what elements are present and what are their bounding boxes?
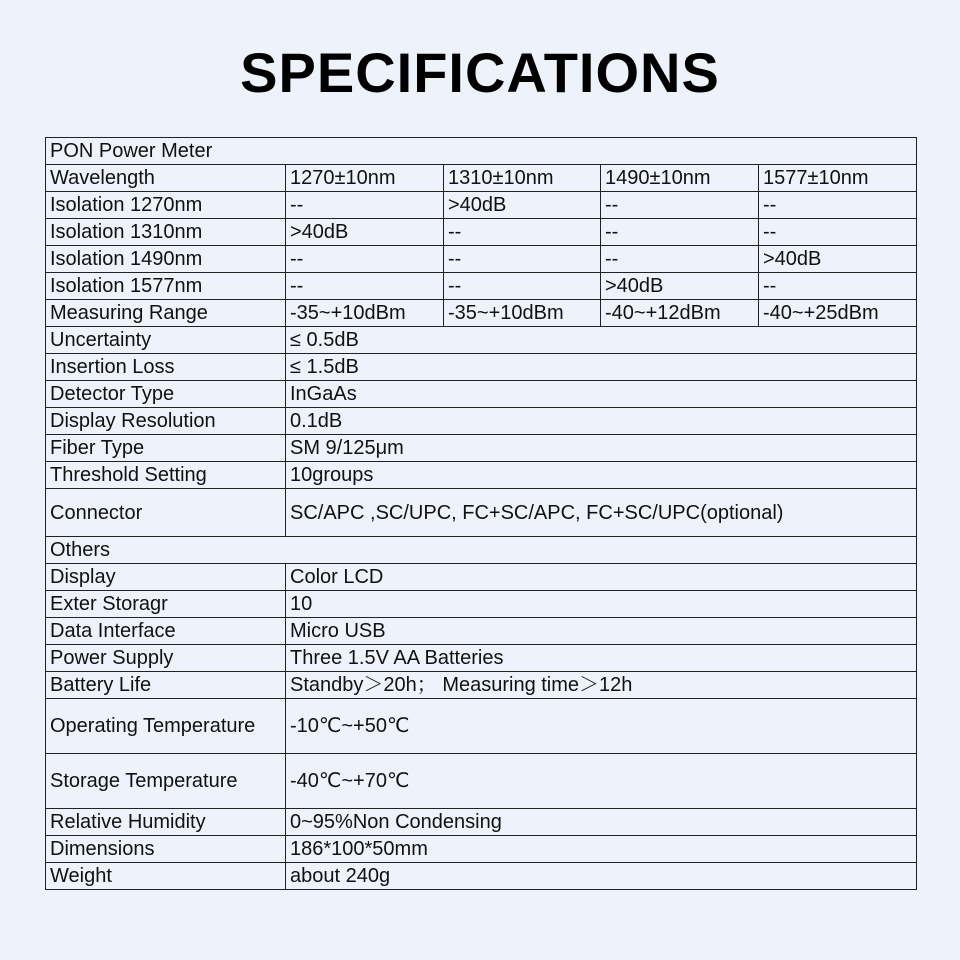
- table-cell: 1490±10nm: [601, 165, 759, 192]
- table-cell: -35~+10dBm: [444, 300, 601, 327]
- row-value: ≤ 1.5dB: [286, 354, 917, 381]
- table-cell: -40~+12dBm: [601, 300, 759, 327]
- row-value: about 240g: [286, 863, 917, 890]
- row-value: SC/APC ,SC/UPC, FC+SC/APC, FC+SC/UPC(optional): [286, 489, 917, 537]
- row-label: Relative Humidity: [46, 809, 286, 836]
- table-row: [46, 381, 917, 408]
- table-row: [46, 672, 917, 699]
- table-row: [46, 435, 917, 462]
- table-row: [46, 836, 917, 863]
- row-label: Battery Life: [46, 672, 286, 699]
- row-label: Display Resolution: [46, 408, 286, 435]
- row-label: Power Supply: [46, 645, 286, 672]
- row-value: Three 1.5V AA Batteries: [286, 645, 917, 672]
- table-cell: --: [286, 192, 444, 219]
- table-cell: >40dB: [444, 192, 601, 219]
- table-cell: --: [444, 246, 601, 273]
- row-value: 10: [286, 591, 917, 618]
- row-label: Detector Type: [46, 381, 286, 408]
- table-cell: >40dB: [759, 246, 917, 273]
- table-cell: --: [444, 273, 601, 300]
- table-row: [46, 618, 917, 645]
- table-cell: --: [759, 273, 917, 300]
- table-cell: -35~+10dBm: [286, 300, 444, 327]
- row-label: Dimensions: [46, 836, 286, 863]
- row-label: Threshold Setting: [46, 462, 286, 489]
- table-row: [46, 300, 917, 327]
- row-label: Isolation 1490nm: [46, 246, 286, 273]
- row-label: Isolation 1310nm: [46, 219, 286, 246]
- table-cell: --: [444, 219, 601, 246]
- table-row: [46, 489, 917, 537]
- row-value: Standby＞20h； Measuring time＞12h: [286, 672, 917, 699]
- table-row: [46, 273, 917, 300]
- table-cell: 1270±10nm: [286, 165, 444, 192]
- row-label: Storage Temperature: [46, 754, 286, 809]
- row-label: Weight: [46, 863, 286, 890]
- table-row: [46, 165, 917, 192]
- row-label: Wavelength: [46, 165, 286, 192]
- table-row: [46, 192, 917, 219]
- table-row: [46, 863, 917, 890]
- row-label: Display: [46, 564, 286, 591]
- table-cell: --: [286, 246, 444, 273]
- table-row: [46, 462, 917, 489]
- row-label: Fiber Type: [46, 435, 286, 462]
- section-header-pon: PON Power Meter: [46, 138, 917, 165]
- row-value: Micro USB: [286, 618, 917, 645]
- row-label: Data Interface: [46, 618, 286, 645]
- row-label: Isolation 1270nm: [46, 192, 286, 219]
- row-value: 10groups: [286, 462, 917, 489]
- table-row: [46, 219, 917, 246]
- table-row: [46, 591, 917, 618]
- row-label: Operating Temperature: [46, 699, 286, 754]
- row-value: 186*100*50mm: [286, 836, 917, 863]
- table-row: [46, 645, 917, 672]
- table-row: [46, 809, 917, 836]
- row-label: Exter Storagr: [46, 591, 286, 618]
- specifications-table: [45, 137, 917, 890]
- table-cell: --: [601, 219, 759, 246]
- row-value: InGaAs: [286, 381, 917, 408]
- row-value: SM 9/125μm: [286, 435, 917, 462]
- row-value: ≤ 0.5dB: [286, 327, 917, 354]
- table-row: [46, 246, 917, 273]
- table-cell: --: [601, 192, 759, 219]
- table-cell: --: [286, 273, 444, 300]
- section-header-row: [46, 138, 917, 165]
- row-value: Color LCD: [286, 564, 917, 591]
- row-label: Isolation 1577nm: [46, 273, 286, 300]
- section-header-others: Others: [46, 537, 917, 564]
- row-label: Insertion Loss: [46, 354, 286, 381]
- table-cell: --: [601, 246, 759, 273]
- table-row: [46, 754, 917, 809]
- section-header-row: [46, 537, 917, 564]
- table-cell: 1577±10nm: [759, 165, 917, 192]
- table-cell: -40~+25dBm: [759, 300, 917, 327]
- table-row: [46, 327, 917, 354]
- table-cell: --: [759, 219, 917, 246]
- table-row: [46, 699, 917, 754]
- table-cell: >40dB: [601, 273, 759, 300]
- table-cell: --: [759, 192, 917, 219]
- table-cell: >40dB: [286, 219, 444, 246]
- row-value: 0.1dB: [286, 408, 917, 435]
- table-row: [46, 408, 917, 435]
- row-label: Uncertainty: [46, 327, 286, 354]
- row-value: -10℃~+50℃: [286, 699, 917, 754]
- page-title: SPECIFICATIONS: [240, 41, 720, 104]
- row-value: 0~95%Non Condensing: [286, 809, 917, 836]
- table-row: [46, 354, 917, 381]
- table-row: [46, 564, 917, 591]
- row-value: -40℃~+70℃: [286, 754, 917, 809]
- row-label: Connector: [46, 489, 286, 537]
- row-label: Measuring Range: [46, 300, 286, 327]
- table-cell: 1310±10nm: [444, 165, 601, 192]
